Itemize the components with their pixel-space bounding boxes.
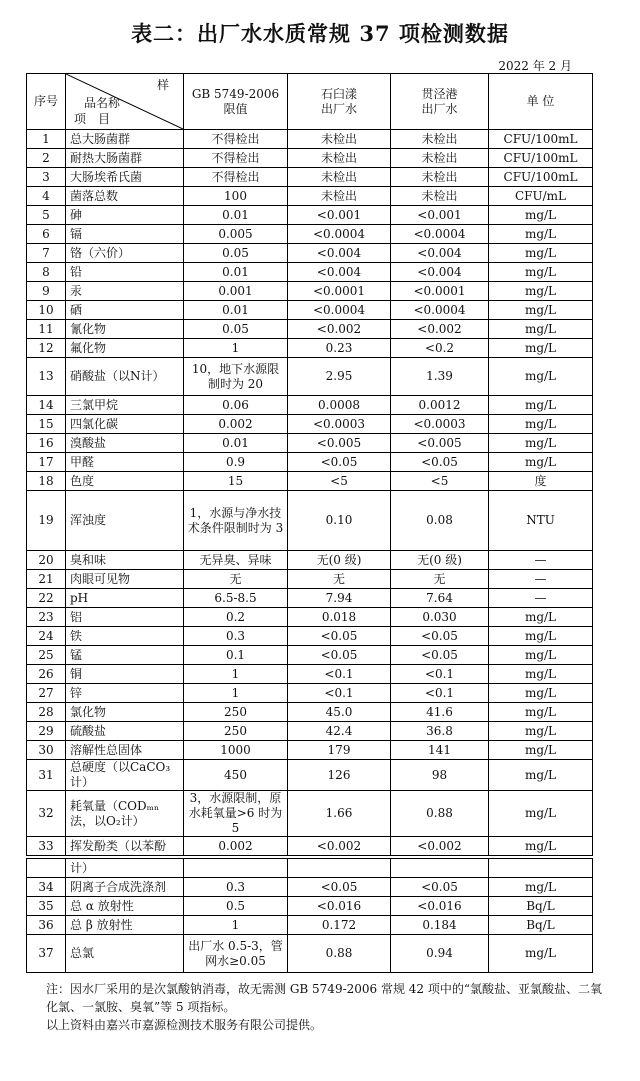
water-quality-table-continued <box>26 858 593 973</box>
header-item: 项 目 <box>74 112 111 126</box>
item-name: 三氯甲烷 <box>66 396 184 415</box>
site2-value: 0.08 <box>391 491 489 551</box>
standard-limit: 0.05 <box>184 244 288 263</box>
item-name: 镉 <box>66 225 184 244</box>
row-number: 23 <box>27 608 66 627</box>
row-number: 8 <box>27 263 66 282</box>
standard-limit: 不得检出 <box>184 130 288 149</box>
table-row <box>27 130 593 149</box>
item-name: 铅 <box>66 263 184 282</box>
standard-limit: 1 <box>184 684 288 703</box>
site2-value: 0.94 <box>391 935 489 973</box>
standard-limit: 6.5-8.5 <box>184 589 288 608</box>
standard-limit: 0.01 <box>184 263 288 282</box>
site1-value: 0.10 <box>288 491 391 551</box>
item-name: 硫酸盐 <box>66 722 184 741</box>
unit: mg/L <box>489 837 593 856</box>
standard-limit: 0.005 <box>184 225 288 244</box>
standard-limit: 0.9 <box>184 453 288 472</box>
table-row <box>27 608 593 627</box>
row-number: 35 <box>27 897 66 916</box>
item-name: 挥发酚类（以苯酚 <box>66 837 184 856</box>
site1-value: <0.004 <box>288 263 391 282</box>
row-number: 29 <box>27 722 66 741</box>
standard-limit: 1 <box>184 916 288 935</box>
unit: CFU/100mL <box>489 130 593 149</box>
item-name: 锰 <box>66 646 184 665</box>
row-number: 16 <box>27 434 66 453</box>
site1-value: 126 <box>288 760 391 791</box>
unit: — <box>489 589 593 608</box>
site1-value: <5 <box>288 472 391 491</box>
item-name: 菌落总数 <box>66 187 184 206</box>
site2-value: <0.002 <box>391 320 489 339</box>
row-number: 19 <box>27 491 66 551</box>
site2-value: 1.39 <box>391 358 489 396</box>
site1-value: 无(0 级) <box>288 551 391 570</box>
table-row <box>27 244 593 263</box>
item-name: 大肠埃希氏菌 <box>66 168 184 187</box>
row-number: 15 <box>27 415 66 434</box>
row-number: 20 <box>27 551 66 570</box>
item-name: 氰化物 <box>66 320 184 339</box>
standard-limit: 0.3 <box>184 878 288 897</box>
unit: CFU/100mL <box>489 168 593 187</box>
standard-limit: 0.06 <box>184 396 288 415</box>
row-number: 5 <box>27 206 66 225</box>
table-row <box>27 472 593 491</box>
header-diagonal-cell <box>66 74 184 130</box>
table-row <box>27 570 593 589</box>
standard-limit <box>184 859 288 878</box>
table-row <box>27 434 593 453</box>
item-name: 四氯化碳 <box>66 415 184 434</box>
site1-value: <0.0004 <box>288 225 391 244</box>
table-row <box>27 453 593 472</box>
site1-value <box>288 859 391 878</box>
site2-value: 98 <box>391 760 489 791</box>
unit: mg/L <box>489 684 593 703</box>
site1-value: 0.88 <box>288 935 391 973</box>
item-name: 氟化物 <box>66 339 184 358</box>
table-row <box>27 722 593 741</box>
table-row <box>27 878 593 897</box>
row-number: 24 <box>27 627 66 646</box>
standard-limit: 3，水源限制，原水耗氧量>6 时为 5 <box>184 791 288 837</box>
table-row <box>27 415 593 434</box>
site2-value: <0.05 <box>391 627 489 646</box>
table-row <box>27 396 593 415</box>
site1-value: 7.94 <box>288 589 391 608</box>
row-number <box>27 859 66 878</box>
item-name: 阴离子合成洗涤剂 <box>66 878 184 897</box>
data-source-note: 以上资料由嘉兴市嘉源检测技术服务有限公司提供。 <box>46 1018 323 1032</box>
site1-value: 未检出 <box>288 149 391 168</box>
unit: mg/L <box>489 878 593 897</box>
site1-value: 未检出 <box>288 130 391 149</box>
unit: mg/L <box>489 225 593 244</box>
item-name: 臭和味 <box>66 551 184 570</box>
item-name: 砷 <box>66 206 184 225</box>
site1-value: <0.0004 <box>288 301 391 320</box>
row-number: 27 <box>27 684 66 703</box>
row-number: 26 <box>27 665 66 684</box>
unit: CFU/mL <box>489 187 593 206</box>
site1-value: <0.05 <box>288 646 391 665</box>
site2-value: <0.016 <box>391 897 489 916</box>
table-row <box>27 491 593 551</box>
standard-limit: 0.05 <box>184 320 288 339</box>
standard-limit: 0.01 <box>184 434 288 453</box>
site1-value: 2.95 <box>288 358 391 396</box>
site2-value: <0.004 <box>391 263 489 282</box>
site2-value: 未检出 <box>391 130 489 149</box>
site1-value: <0.001 <box>288 206 391 225</box>
site1-value: 1.66 <box>288 791 391 837</box>
standard-limit: 出厂水 0.5-3，管网水≥0.05 <box>184 935 288 973</box>
site2-value: 36.8 <box>391 722 489 741</box>
unit: CFU/100mL <box>489 149 593 168</box>
row-number: 30 <box>27 741 66 760</box>
site2-value: 无 <box>391 570 489 589</box>
site1-value: 42.4 <box>288 722 391 741</box>
unit: Bq/L <box>489 916 593 935</box>
row-number: 25 <box>27 646 66 665</box>
site2-value: <0.0004 <box>391 225 489 244</box>
table-row <box>27 741 593 760</box>
table-row <box>27 935 593 973</box>
table-row <box>27 646 593 665</box>
header-name: 品名称 <box>84 96 121 110</box>
unit: NTU <box>489 491 593 551</box>
site1-value: <0.0001 <box>288 282 391 301</box>
site1-value: <0.005 <box>288 434 391 453</box>
item-name: 溶解性总固体 <box>66 741 184 760</box>
site1-value: <0.0003 <box>288 415 391 434</box>
unit: mg/L <box>489 627 593 646</box>
item-name: 锌 <box>66 684 184 703</box>
footnote: 注：因水厂采用的是次氯酸钠消毒，故无需测 GB 5749-2006 常规 42 项中的“氯酸盐、亚氯酸盐、二氧化氯、一氯胺、臭氧”等 5 项指标。 <box>46 982 603 1014</box>
unit: mg/L <box>489 760 593 791</box>
row-number: 32 <box>27 791 66 837</box>
header-site2: 贯泾港 出厂水 <box>391 74 489 130</box>
row-number: 34 <box>27 878 66 897</box>
table-row <box>27 627 593 646</box>
row-number: 12 <box>27 339 66 358</box>
site1-value: <0.016 <box>288 897 391 916</box>
table-row <box>27 551 593 570</box>
table-header-row <box>27 74 593 130</box>
table-row <box>27 916 593 935</box>
row-number: 17 <box>27 453 66 472</box>
item-name: pH <box>66 589 184 608</box>
table-row <box>27 339 593 358</box>
item-name: 氯化物 <box>66 703 184 722</box>
unit: mg/L <box>489 415 593 434</box>
standard-limit: 0.2 <box>184 608 288 627</box>
site1-value: <0.002 <box>288 320 391 339</box>
row-number: 9 <box>27 282 66 301</box>
standard-limit: 15 <box>184 472 288 491</box>
standard-limit: 1，水源与净水技术条件限制时为 3 <box>184 491 288 551</box>
header-site1: 石臼漾 出厂水 <box>288 74 391 130</box>
row-number: 13 <box>27 358 66 396</box>
site2-value: <0.0003 <box>391 415 489 434</box>
row-number: 36 <box>27 916 66 935</box>
site2-value: <0.0001 <box>391 282 489 301</box>
item-name: 色度 <box>66 472 184 491</box>
row-number: 31 <box>27 760 66 791</box>
site1-value: <0.1 <box>288 665 391 684</box>
unit: mg/L <box>489 244 593 263</box>
site2-value: <5 <box>391 472 489 491</box>
unit: mg/L <box>489 339 593 358</box>
row-number: 10 <box>27 301 66 320</box>
table-row <box>27 320 593 339</box>
row-number: 3 <box>27 168 66 187</box>
table-row <box>27 358 593 396</box>
item-name: 肉眼可见物 <box>66 570 184 589</box>
site2-value: 41.6 <box>391 703 489 722</box>
row-number: 21 <box>27 570 66 589</box>
item-name: 铝 <box>66 608 184 627</box>
header-unit: 单 位 <box>489 74 593 130</box>
table-row <box>27 859 593 878</box>
unit: mg/L <box>489 358 593 396</box>
row-number: 7 <box>27 244 66 263</box>
site1-value: 0.172 <box>288 916 391 935</box>
table-row <box>27 282 593 301</box>
item-name: 计） <box>66 859 184 878</box>
table-row <box>27 665 593 684</box>
site1-value: 无 <box>288 570 391 589</box>
unit: — <box>489 570 593 589</box>
item-name: 浑浊度 <box>66 491 184 551</box>
site2-value: <0.2 <box>391 339 489 358</box>
report-date: 2022 年 2 月 <box>498 59 572 73</box>
site1-value: <0.002 <box>288 837 391 856</box>
standard-limit: 无 <box>184 570 288 589</box>
standard-limit: 0.01 <box>184 206 288 225</box>
unit: mg/L <box>489 282 593 301</box>
unit: mg/L <box>489 741 593 760</box>
unit: mg/L <box>489 665 593 684</box>
header-seq: 序号 <box>27 74 66 130</box>
site2-value: <0.05 <box>391 646 489 665</box>
site2-value: 未检出 <box>391 187 489 206</box>
row-number: 22 <box>27 589 66 608</box>
site1-value: 179 <box>288 741 391 760</box>
site2-value: 无(0 级) <box>391 551 489 570</box>
water-quality-table <box>26 73 593 856</box>
table-row <box>27 589 593 608</box>
unit: mg/L <box>489 434 593 453</box>
row-number: 2 <box>27 149 66 168</box>
item-name: 汞 <box>66 282 184 301</box>
row-number: 18 <box>27 472 66 491</box>
row-number: 11 <box>27 320 66 339</box>
row-number: 4 <box>27 187 66 206</box>
standard-limit: 0.001 <box>184 282 288 301</box>
table-row <box>27 263 593 282</box>
site2-value: 7.64 <box>391 589 489 608</box>
site1-value: <0.05 <box>288 878 391 897</box>
site2-value: <0.004 <box>391 244 489 263</box>
table-row <box>27 791 593 837</box>
unit: mg/L <box>489 453 593 472</box>
site2-value: 0.88 <box>391 791 489 837</box>
site1-value: 0.018 <box>288 608 391 627</box>
site1-value: 未检出 <box>288 168 391 187</box>
standard-limit: 10，地下水源限制时为 20 <box>184 358 288 396</box>
site2-value: <0.1 <box>391 665 489 684</box>
table-row <box>27 187 593 206</box>
site2-value: <0.002 <box>391 837 489 856</box>
standard-limit: 1 <box>184 665 288 684</box>
row-number: 37 <box>27 935 66 973</box>
unit: — <box>489 551 593 570</box>
item-name: 总氯 <box>66 935 184 973</box>
page-title: 表二：出厂水水质常规 37 项检测数据 <box>131 21 509 46</box>
unit: 度 <box>489 472 593 491</box>
table-row <box>27 703 593 722</box>
item-name: 铬（六价） <box>66 244 184 263</box>
item-name: 总 β 放射性 <box>66 916 184 935</box>
standard-limit: 0.5 <box>184 897 288 916</box>
header-standard: GB 5749-2006 限值 <box>184 74 288 130</box>
item-name: 耐热大肠菌群 <box>66 149 184 168</box>
row-number: 1 <box>27 130 66 149</box>
site2-value: <0.05 <box>391 878 489 897</box>
row-number: 14 <box>27 396 66 415</box>
table-row <box>27 301 593 320</box>
site1-value: <0.1 <box>288 684 391 703</box>
table-row <box>27 149 593 168</box>
site1-value: <0.05 <box>288 453 391 472</box>
table-row <box>27 225 593 244</box>
item-name: 总硬度（以CaCO₃计） <box>66 760 184 791</box>
item-name: 甲醛 <box>66 453 184 472</box>
unit: mg/L <box>489 396 593 415</box>
item-name: 耗氧量（CODₘₙ法，以O₂计） <box>66 791 184 837</box>
item-name: 铁 <box>66 627 184 646</box>
site2-value: 0.030 <box>391 608 489 627</box>
standard-limit: 250 <box>184 722 288 741</box>
item-name: 总大肠菌群 <box>66 130 184 149</box>
table-row <box>27 837 593 856</box>
site1-value: <0.004 <box>288 244 391 263</box>
table-row <box>27 897 593 916</box>
standard-limit: 250 <box>184 703 288 722</box>
row-number: 6 <box>27 225 66 244</box>
unit: mg/L <box>489 703 593 722</box>
standard-limit: 1 <box>184 339 288 358</box>
unit: mg/L <box>489 301 593 320</box>
standard-limit: 1000 <box>184 741 288 760</box>
site2-value: <0.05 <box>391 453 489 472</box>
standard-limit: 0.3 <box>184 627 288 646</box>
unit <box>489 859 593 878</box>
site2-value: <0.0004 <box>391 301 489 320</box>
site1-value: 0.0008 <box>288 396 391 415</box>
standard-limit: 无异臭、异味 <box>184 551 288 570</box>
site2-value: <0.1 <box>391 684 489 703</box>
site2-value: <0.001 <box>391 206 489 225</box>
standard-limit: 不得检出 <box>184 149 288 168</box>
item-name: 溴酸盐 <box>66 434 184 453</box>
site2-value: <0.005 <box>391 434 489 453</box>
row-number: 28 <box>27 703 66 722</box>
row-number: 33 <box>27 837 66 856</box>
unit: Bq/L <box>489 897 593 916</box>
unit: mg/L <box>489 320 593 339</box>
table-row <box>27 206 593 225</box>
standard-limit: 450 <box>184 760 288 791</box>
item-name: 总 α 放射性 <box>66 897 184 916</box>
item-name: 硝酸盐（以N计） <box>66 358 184 396</box>
standard-limit: 0.1 <box>184 646 288 665</box>
unit: mg/L <box>489 935 593 973</box>
item-name: 硒 <box>66 301 184 320</box>
header-sample: 样 <box>156 78 169 92</box>
standard-limit: 0.002 <box>184 837 288 856</box>
site2-value <box>391 859 489 878</box>
table-row <box>27 760 593 791</box>
site1-value: <0.05 <box>288 627 391 646</box>
item-name: 铜 <box>66 665 184 684</box>
unit: mg/L <box>489 263 593 282</box>
unit: mg/L <box>489 646 593 665</box>
standard-limit: 100 <box>184 187 288 206</box>
site2-value: 未检出 <box>391 168 489 187</box>
unit: mg/L <box>489 722 593 741</box>
unit: mg/L <box>489 206 593 225</box>
standard-limit: 0.002 <box>184 415 288 434</box>
site2-value: 0.0012 <box>391 396 489 415</box>
site1-value: 0.23 <box>288 339 391 358</box>
site2-value: 未检出 <box>391 149 489 168</box>
table-row <box>27 168 593 187</box>
unit: mg/L <box>489 608 593 627</box>
site2-value: 141 <box>391 741 489 760</box>
standard-limit: 不得检出 <box>184 168 288 187</box>
table-row <box>27 684 593 703</box>
site1-value: 未检出 <box>288 187 391 206</box>
standard-limit: 0.01 <box>184 301 288 320</box>
site2-value: 0.184 <box>391 916 489 935</box>
site1-value: 45.0 <box>288 703 391 722</box>
unit: mg/L <box>489 791 593 837</box>
